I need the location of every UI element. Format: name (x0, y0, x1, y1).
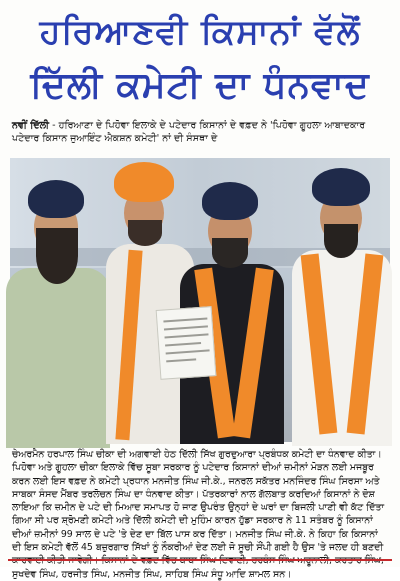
lead-text: - ਹਰਿਆਣਾ ਦੇ ਪਿਹੋਵਾ ਇਲਾਕੇ ਦੇ ਪਟੇਦਾਰ ਕਿਸਾਨਾਂ ਦੇ ਵਫ਼ਦ ਨੇ 'ਪਿਹੋਵਾ ਗੂਹਲਾ ਆਬਾਦਕਾਰ ਪਟੇਦਾਰ ਕਿਸਾਨ ਜੁਆਇੰਟ ਐਕਸ਼ਨ ਕਮੇਟੀ' ਨਾਂ ਦੀ ਸੰਸਥਾ ਦੇ (12, 120, 366, 144)
news-photo (10, 158, 390, 442)
headline-line-1: ਹਰਿਆਣਵੀ ਕਿਸਾਨਾਂ ਵੱਲੋਂ (39, 12, 361, 52)
lead-paragraph (12, 119, 388, 155)
headline-line-2: ਦਿੱਲੀ ਕਮੇਟੀ ਦਾ ਧੰਨਵਾਦ (30, 65, 370, 106)
bottom-rule (8, 559, 392, 561)
dateline: ਨਵੀਂ ਦਿੱਲੀ (12, 120, 50, 131)
article-body: ਚੇਅਰਮੈਨ ਹਰਪਾਲ ਸਿੰਘ ਚੀਕਾ ਦੀ ਅਗਵਾਈ ਹੇਠ ਦਿੱਲੀ ਸਿੱਖ ਗੁਰਦੁਆਰਾ ਪ੍ਰਬੰਧਕ ਕਮੇਟੀ ਦਾ ਧੰਨਵਾਦ ਕੀਤਾ। ਪਿਹੋਵਾ ਅਤੇ ਗੂਹਲਾ ਚੀਕਾ ਇਲਾਕੇ ਵਿੱਚ ਸੂਬਾ ਸਰਕਾਰ ਨੂੰ ਪਟੇਦਾਰ ਕਿਸਾਨਾਂ ਦੀਆਂ ਜ਼ਮੀਨਾਂ ਮੋੜਨ ਲਈ ਮਜਬੂਰ ਕਰਨ ਲਈ ਇਸ ਵਫ਼ਦ ਨੇ ਕਮੇਟੀ ਪ੍ਰਧਾਨ ਮਨਜੀਤ ਸਿੰਘ ਜੀ.ਕੇ., ਜਨਰਲ ਸਕੱਤਰ ਮਨਜਿੰਦਰ ਸਿੰਘ ਸਿਰਸਾ ਅਤੇ ਸਾਬਕਾ ਸੰਸਦ ਮੈਂਬਰ ਤਰਲੋਚਨ ਸਿੰਘ ਦਾ ਧੰਨਵਾਦ ਕੀਤਾ। ਪੱਤਰਕਾਰਾਂ ਨਾਲ ਗੱਲਬਾਤ ਕਰਦਿਆਂ ਕਿਸਾਨਾਂ ਨੇ ਦੋਸ਼ ਲਾਇਆ ਕਿ ਜ਼ਮੀਨ ਦੇ ਪਟੇ ਦੀ ਮਿਆਦ ਸਮਾਪਤ ਹੋ ਜਾਣ ਉਪਰੰਤ ਉਨ੍ਹਾਂ ਦੇ ਘਰਾਂ ਦਾ ਬਿਜਲੀ ਪਾਣੀ ਵੀ ਕੱਟ ਦਿੱਤਾ ਗਿਆ ਸੀ ਪਰ ਸ਼੍ਰੋਮਣੀ ਕਮੇਟੀ ਅਤੇ ਦਿੱਲੀ ਕਮੇਟੀ ਦੀ ਮੁਹਿੰਮ ਕਾਰਨ ਹੁੱਡਾ ਸਰਕਾਰ ਨੇ 11 ਸਤੰਬਰ ਨੂੰ ਕਿਸਾਨਾਂ ਦੀਆਂ ਜ਼ਮੀਨਾਂ 99 ਸਾਲ ਦੇ ਪਟੇ 'ਤੇ ਦੇਣ ਦਾ ਬਿੱਲ ਪਾਸ ਕਰ ਦਿੱਤਾ। ਮਨਜੀਤ ਸਿੰਘ ਜੀ.ਕੇ. ਨੇ ਕਿਹਾ ਕਿ ਕਿਸਾਨਾਂ ਦੀ ਇਸ ਕਮੇਟੀ ਵੱਲੋਂ 45 ਬਜ਼ੁਰਗਾਰ ਸਿੱਖਾਂ ਨੂੰ ਨੌਕਰੀਆਂ ਦੇਣ ਲਈ ਜੋ ਸੂਚੀ ਸੌਂਪੀ ਗਈ ਹੈ ਉਸ 'ਤੇ ਜਲਦ ਹੀ ਬਣਦੀ ਸੁਖਦੇਵ ਸਿੰਘ, ਹਰਜੀਤ ਸਿੰਘ, ਮਨਜੀਤ ਸਿੰਘ, ਸਾਹਿਬ ਸਿੰਘ ਸੰਧੂ ਆਦਿ ਸ਼ਾਮਲ ਸਨ। (12, 449, 385, 580)
memorandum-document (156, 306, 217, 380)
